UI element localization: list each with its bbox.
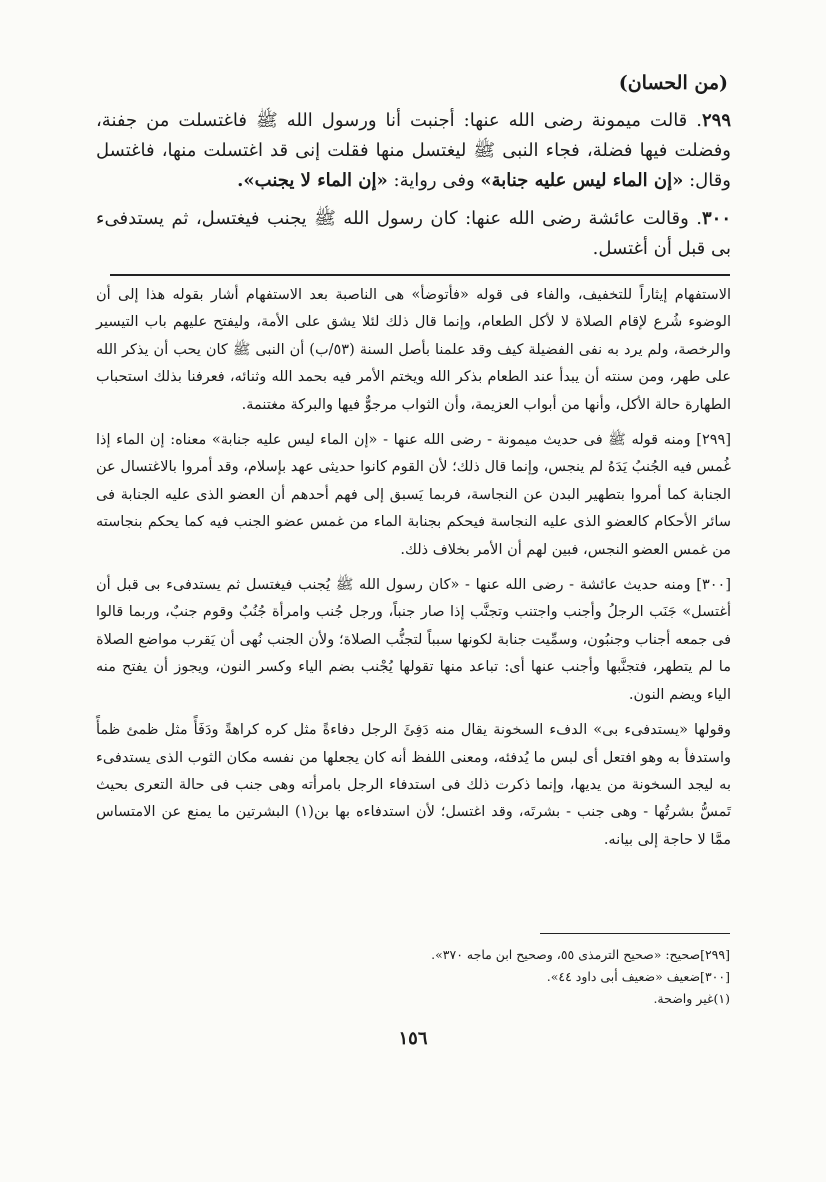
hadith-299: [96, 106, 731, 196]
commentary-paragraph: الاستفهام إيثاراً للتخفيف، والفاء فى قوله «فأتوضأ» هى الناصبة بعد الاستفهام أشار بقوله هذا إلى أن الوضوء شُرع لإقام الصلاة لا لأكل الطعام، وإنما قال ذلك لئلا يشق على الأمة، وليفتح عليهم باب التيسير والرخصة، ولم يرد به نفى الفضيلة كيف وقد علمنا بأصل السنة (٥٣/ب) أن النبى ﷺ كان يحب أن يذكر الله على طهر، ومن سنته أن يبدأ عند الطعام بذكر الله ويختم الأمر فيه بحمد الله وثنائه، فعرفنا بذلك استحباب الطهارة حالة الأكل، وأنها من أبواب العزيمة، وأن الثواب مرجوٌّ فيها والبركة مغتنمة.: [96, 287, 731, 413]
footnote: (١)غير واضحة.: [653, 991, 730, 1006]
hadith-quote: «إن الماء لا يجنب».: [237, 170, 388, 191]
footnote-divider: [540, 933, 730, 934]
hadith-block: [96, 106, 731, 272]
section-heading: (من الحسان): [618, 72, 728, 94]
commentary-paragraph: [٣٠٠] ومنه حديث عائشة - رضى الله عنها - «كان رسول الله ﷺ يُجنب فيغتسل ثم يستدفىء بى قبل أن أغتسل» جَنَب الرجلُ وأجنب واجتنب وتجنَّب إذا صار جنباً، ورجل جُنب وامرأة جُنُبٌ وقوم جنبٌ، وربما قالوا فى جمعه أجناب وجنبُون، وسمِّيت جنابة لكونها سبباً لتجنُّب الصلاة؛ ولأن الجنب نُهى أن يَقرب مواضع الصلاة ما لم يتطهر، فتجنَّبها وأجنب عنها أى: تباعد منها تقولها يُجْنب بضم الياء وكسر النون، ويجوز أن يفتح منه الياء ويضم النون.: [96, 577, 731, 703]
page-number: ١٥٦: [398, 1028, 428, 1049]
commentary-block: [96, 282, 731, 862]
hadith-number: ٣٠٠: [702, 208, 732, 229]
hadith-quote: «إن الماء ليس عليه جنابة»: [480, 170, 684, 191]
commentary-paragraph: [٢٩٩] ومنه قوله ﷺ فى حديث ميمونة - رضى الله عنها - «إن الماء ليس عليه جنابة» معناه: إن الماء إذا غُمس فيه الجُنبُ يَدَهُ لم ينجس، وإنما قال ذلك؛ لأن القوم كانوا حديثى عهد بإسلام، وقد أمروا بالاغتسال عن الجنابة كما أمروا بتطهير البدن عن النجاسة، فربما يَسبق إلى فهم أحدهم أن العضو الذى عليه الجنابة فى سائر الأحكام كالعضو الذى عليه النجاسة فيحكم بجنابة الماء من غمس عضو الجنب فيه كما يحكم بنجاسته من غمس العضو النجس، فبين لهم أن الأمر بخلاف ذلك.: [96, 432, 731, 558]
footnotes: [130, 944, 730, 1010]
hadith-300: [96, 204, 731, 264]
divider-line: [110, 274, 730, 276]
commentary-paragraph: وقولها «يستدفىء بى» الدفء السخونة يقال منه دَفِئَ الرجل دفاءةً مثل كره كراهةً ودَفَأً مثل ظمئ ظمأً واستدفأ به وهو افتعل أى لبس ما يُدفئه، ومعنى اللفظ أنه كان يجعلها من نفسه مكان الثوب الذى يستدفىء به ليجد السخونة من يديها، وإنما ذكرت ذلك فى استدفاء الرجل بامرأته وهى جنب فى حالة التعرى بحيث تَمسُّ بشرتُها - وهى جنب - بشرتَه، وقد اغتسل؛ لأن استدفاءه بها بن(١) البشرتين ما يمنع عن الامتساس ممَّا لا حاجة إلى بيانه.: [96, 722, 731, 848]
hadith-number: ٢٩٩: [701, 110, 731, 131]
hadith-text: . قالت ميمونة رضى الله عنها: أجنبت أنا ورسول الله ﷺ فاغتسلت من جفنة، وفضلت فيها فضلة، فجاء النبى ﷺ ليغتسل منها فقلت إنى قد اغتسلت منها، فاغتسل وقال:: [96, 110, 731, 191]
hadith-text: . وقالت عائشة رضى الله عنها: كان رسول الله ﷺ يجنب فيغتسل، ثم يستدفىء بى قبل أن أغتسل.: [96, 208, 731, 259]
footnote: [٢٩٩]صحيح: «صحيح الترمذى ٥٥، وصحيح ابن ماجه ٣٧٠».: [431, 947, 730, 962]
hadith-text: وفى رواية:: [387, 170, 481, 191]
footnote: [٣٠٠]ضعيف «ضعيف أبى داود ٤٤».: [546, 969, 730, 984]
